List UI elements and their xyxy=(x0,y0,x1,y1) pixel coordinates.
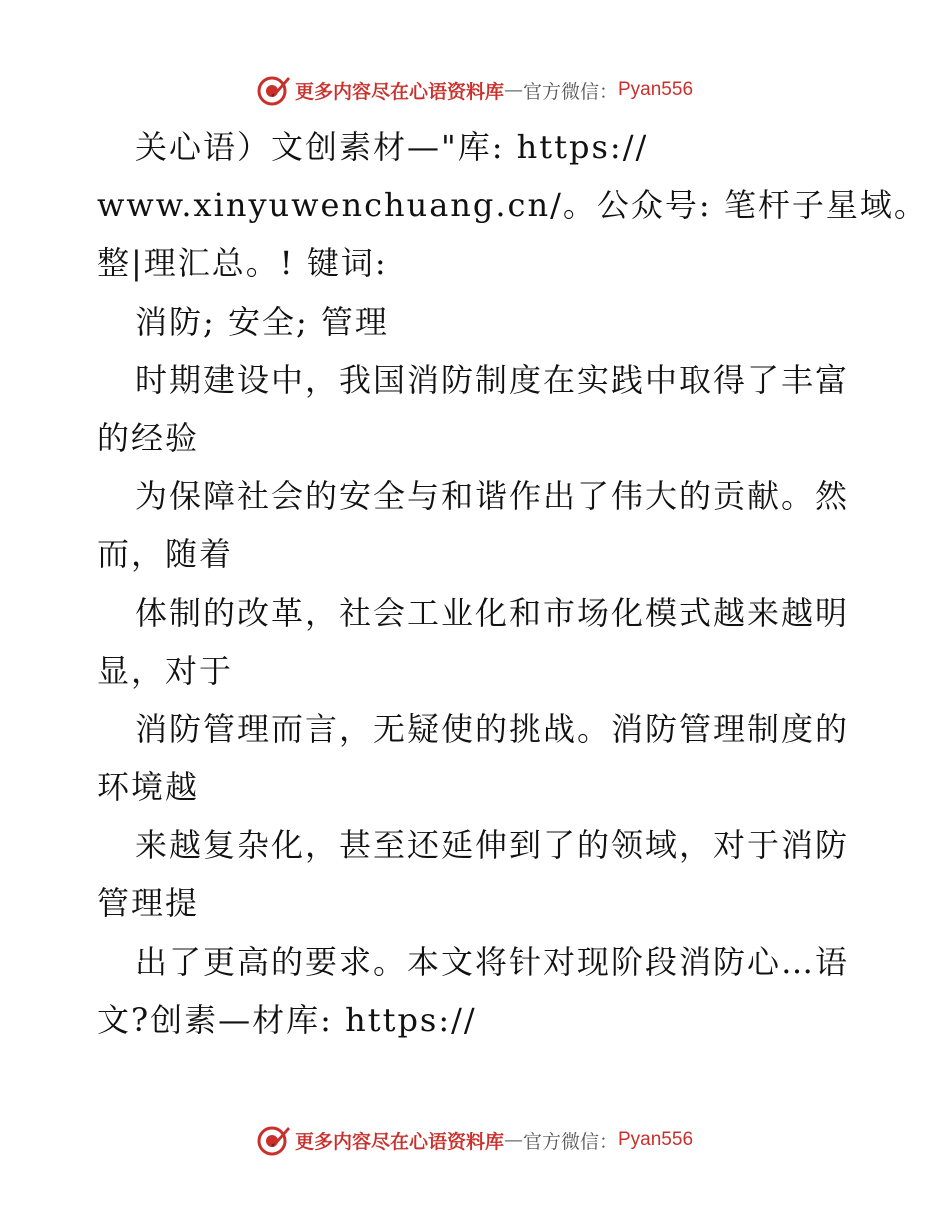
header-banner-text: 更多内容尽在心语资料库 xyxy=(294,80,504,103)
body-line: 关心语）文创素材—"库: https:// xyxy=(135,128,649,166)
body-line: 消防管理而言，无疑使的挑战。消防管理制度的 xyxy=(135,709,850,748)
header-banner xyxy=(0,70,950,110)
footer-banner xyxy=(0,1120,950,1160)
body-line: 消防; 安全; 管理 xyxy=(135,302,389,341)
footer-banner-wechat-label: 官方微信： xyxy=(522,1130,618,1153)
body-line: 而，随着 xyxy=(97,535,234,574)
footer-banner-separator: — xyxy=(503,1129,523,1151)
body-line: 出了更高的要求。本文将针对现阶段消防心…语 xyxy=(135,942,850,981)
body-line: 的经验 xyxy=(97,418,200,457)
footer-banner-wechat-id: Pyan556 xyxy=(618,1129,694,1150)
body-line: 管理提 xyxy=(97,884,200,923)
body-line: 为保障社会的安全与和谐作出了伟大的贡献。然 xyxy=(135,477,850,516)
header-banner-separator: — xyxy=(503,79,523,101)
body-line: 显，对于 xyxy=(97,651,234,690)
body-line: 文?创素—材库: https:// xyxy=(97,1000,477,1039)
header-banner-wechat-label: 官方微信： xyxy=(522,80,618,103)
body-line: 整|理汇总。! 键词: xyxy=(97,244,388,283)
footer-banner-text: 更多内容尽在心语资料库 xyxy=(294,1130,504,1153)
body-line: 环境越 xyxy=(97,768,200,807)
body-line: 时期建设中，我国消防制度在实践中取得了丰富 xyxy=(135,360,850,399)
body-line: www.xinyuwenchuang.cn/。公众号: 笔杆子星域。 xyxy=(97,186,928,225)
document-body xyxy=(97,118,928,1049)
header-banner-wechat-id: Pyan556 xyxy=(618,79,694,100)
brush-logo-icon xyxy=(257,73,291,107)
body-line: 来越复杂化，甚至还延伸到了的领域，对于消防 xyxy=(135,826,850,865)
brush-logo-icon xyxy=(257,1123,291,1157)
body-line: 体制的改革，社会工业化和市场化模式越来越明 xyxy=(135,593,850,632)
